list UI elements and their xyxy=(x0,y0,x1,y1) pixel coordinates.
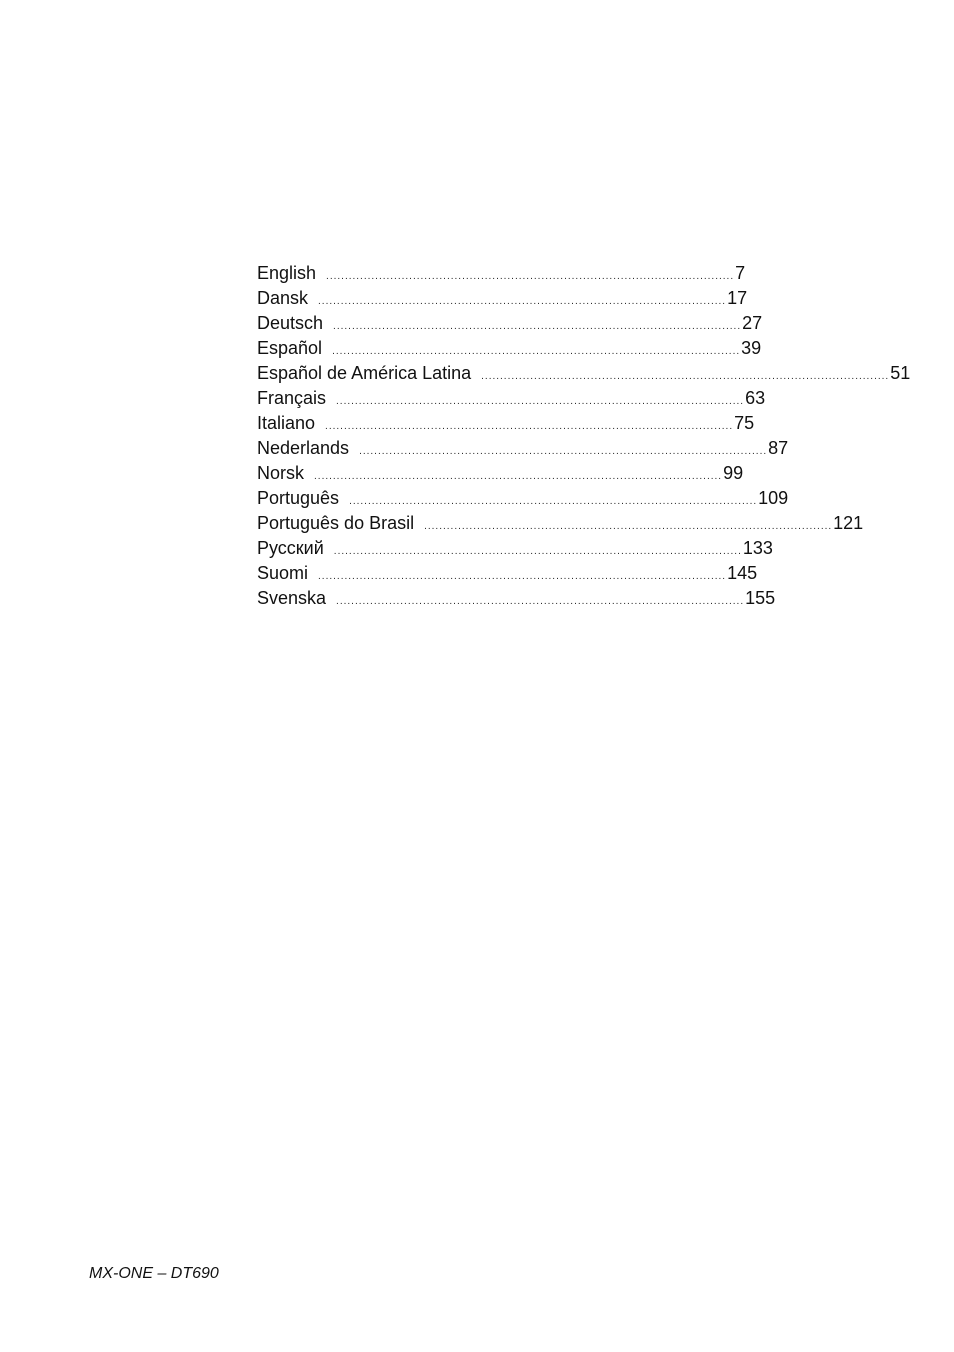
toc-page-number: 7 xyxy=(735,263,746,283)
toc-row-english[interactable] xyxy=(257,261,746,286)
toc-label: English xyxy=(257,263,317,283)
toc-leader-dots: ............................................................................................................ xyxy=(318,571,727,582)
toc-page-number: 109 xyxy=(758,488,789,508)
toc-leader-dots: ............................................................................................................ xyxy=(481,371,890,382)
toc-label: Português xyxy=(257,488,340,508)
toc-label: Nederlands xyxy=(257,438,350,458)
toc-row-espanol[interactable] xyxy=(257,336,762,361)
toc-leader-dots: ............................................................................................................ xyxy=(349,496,758,507)
toc-page-number: 75 xyxy=(734,413,755,433)
toc-label: Suomi xyxy=(257,563,309,583)
toc-row-portugues[interactable] xyxy=(257,486,789,511)
toc-label: Norsk xyxy=(257,463,305,483)
toc-page-number: 17 xyxy=(727,288,748,308)
toc-page-number: 133 xyxy=(742,538,773,558)
toc-label: Español xyxy=(257,338,323,358)
toc-label: Svenska xyxy=(257,588,327,608)
toc-page-number: 63 xyxy=(745,388,766,408)
toc-page-number: 99 xyxy=(723,463,744,483)
toc-page-number: 87 xyxy=(768,438,789,458)
toc-label: Français xyxy=(257,388,327,408)
toc-row-italiano[interactable] xyxy=(257,411,755,436)
toc-leader-dots: ............................................................................................................ xyxy=(318,296,727,307)
toc-label: Dansk xyxy=(257,288,309,308)
toc-leader-dots: ............................................................................................................ xyxy=(424,521,833,532)
toc-leader-dots: ............................................................................................................ xyxy=(326,271,735,282)
toc-label: Deutsch xyxy=(257,313,324,333)
table-of-contents xyxy=(257,261,911,611)
toc-leader-dots: ............................................................................................................ xyxy=(336,396,745,407)
toc-leader-dots: ............................................................................................................ xyxy=(332,346,741,357)
toc-page-number: 155 xyxy=(745,588,776,608)
toc-label: Русский xyxy=(257,538,324,558)
toc-row-svenska[interactable] xyxy=(257,586,776,611)
toc-label: Português do Brasil xyxy=(257,513,415,533)
document-footer: MX-ONE – DT690 xyxy=(89,1265,219,1282)
toc-label: Italiano xyxy=(257,413,316,433)
toc-leader-dots: ............................................................................................................ xyxy=(336,596,745,607)
toc-page-number: 27 xyxy=(742,313,763,333)
toc-row-norsk[interactable] xyxy=(257,461,744,486)
toc-row-dansk[interactable] xyxy=(257,286,748,311)
toc-page-number: 121 xyxy=(833,513,864,533)
toc-leader-dots: ............................................................................................................ xyxy=(333,546,742,557)
toc-row-suomi[interactable] xyxy=(257,561,758,586)
toc-leader-dots: ............................................................................................................ xyxy=(359,446,768,457)
toc-label: Español de América Latina xyxy=(257,363,472,383)
toc-row-portugues-do-brasil[interactable] xyxy=(257,511,864,536)
toc-row-francais[interactable] xyxy=(257,386,766,411)
toc-row-espanol-america-latina[interactable] xyxy=(257,361,911,386)
toc-row-nederlands[interactable] xyxy=(257,436,789,461)
toc-row-deutsch[interactable] xyxy=(257,311,763,336)
toc-page-number: 39 xyxy=(741,338,762,358)
toc-page-number: 51 xyxy=(890,363,911,383)
toc-row-russkiy[interactable] xyxy=(257,536,773,561)
toc-page-number: 145 xyxy=(727,563,758,583)
toc-leader-dots: ............................................................................................................ xyxy=(333,321,742,332)
toc-leader-dots: ............................................................................................................ xyxy=(314,471,723,482)
toc-leader-dots: ............................................................................................................ xyxy=(325,421,734,432)
